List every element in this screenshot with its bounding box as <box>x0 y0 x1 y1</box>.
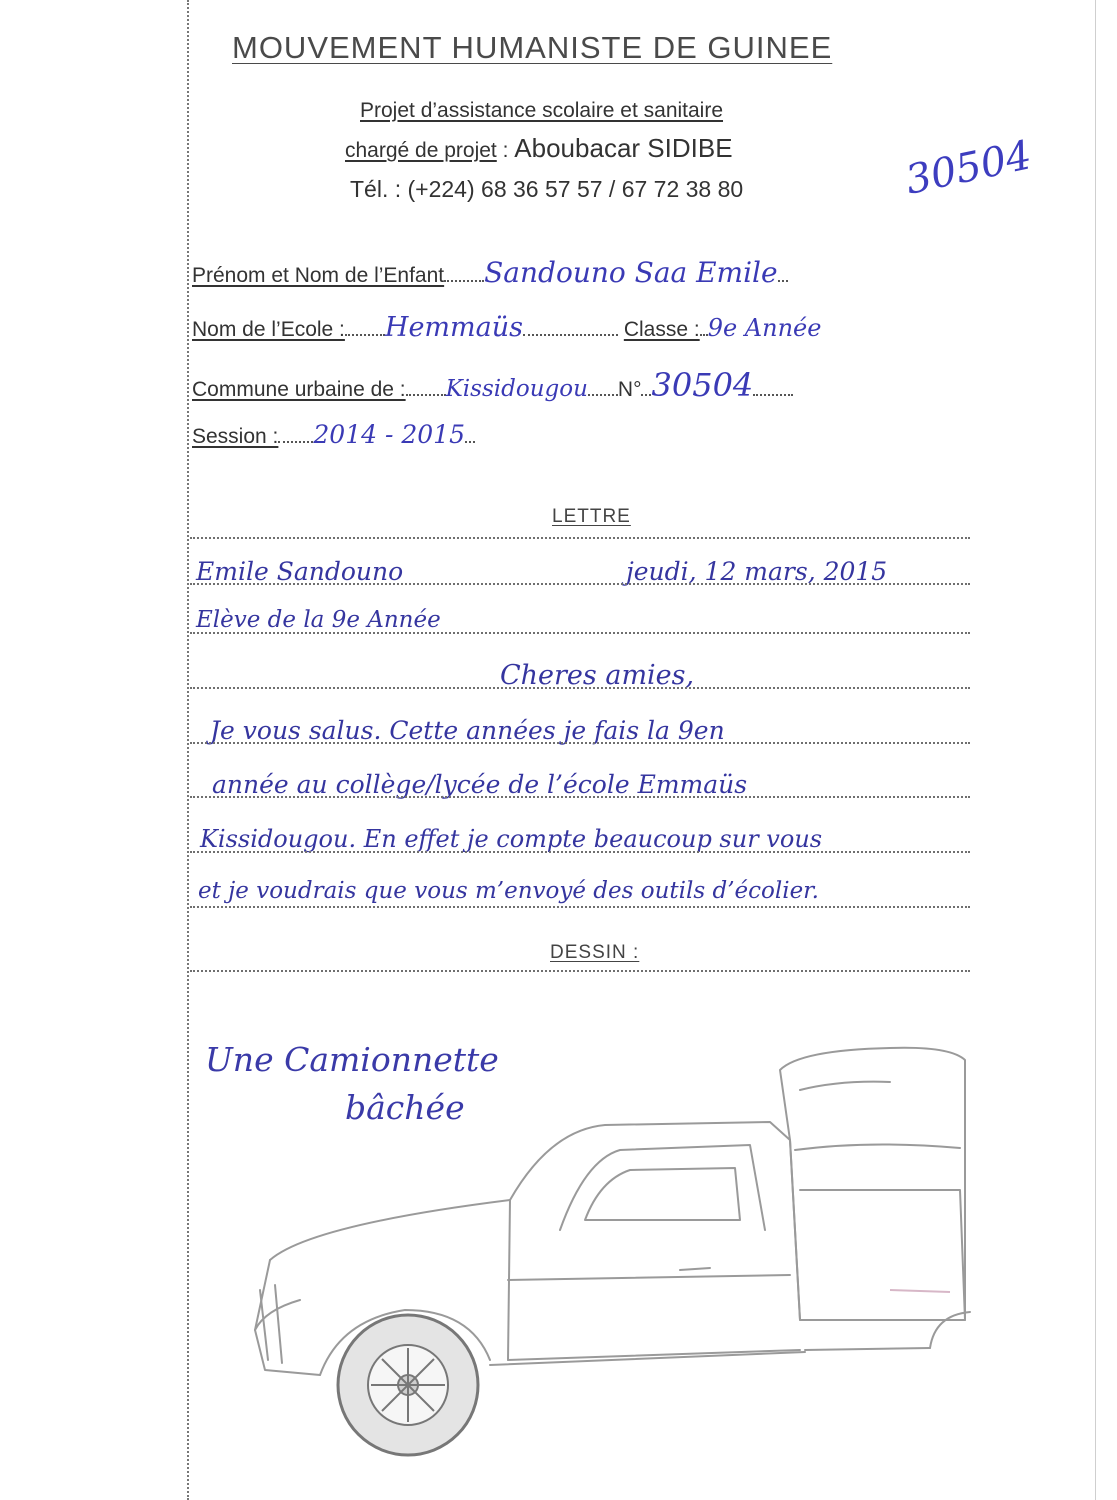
letter-date: jeudi, 12 mars, 2015 <box>626 557 888 586</box>
drawing-section-title: DESSIN : <box>550 942 640 963</box>
child-name-field: Prénom et Nom de l’Enfant Sandouno Saa Emile <box>192 256 788 289</box>
rule <box>190 742 970 744</box>
phone-line: Tél. : (+224) 68 36 57 57 / 67 72 38 80 <box>350 176 744 202</box>
project-line: Projet d’assistance scolaire et sanitaire <box>360 99 724 122</box>
session-value: 2014 - 2015 <box>313 420 465 449</box>
child-name-value: Sandouno Saa Emile <box>484 256 778 289</box>
org-title: MOUVEMENT HUMANISTE DE GUINEE <box>232 30 833 65</box>
rule <box>190 796 970 798</box>
pickup-truck-drawing <box>190 1030 980 1490</box>
letter-body-line: Je vous salus. Cette années je fais la 9en <box>210 716 725 745</box>
rule <box>190 537 970 539</box>
rule <box>190 632 970 634</box>
left-margin-line <box>187 0 189 1500</box>
rule <box>190 851 970 853</box>
rule <box>190 687 970 689</box>
drawing-caption-line1: Une Camionnette <box>205 1040 499 1079</box>
right-edge-line <box>1095 0 1096 1500</box>
school-field: Nom de l’Ecole : Hemmaüs Classe : 9e Année <box>192 312 822 343</box>
letter-body-line: Kissidougou. En effet je compte beaucoup sur vous <box>200 825 823 853</box>
letter-author: Emile Sandouno <box>196 557 404 586</box>
truck-wheel <box>338 1315 478 1455</box>
drawing-caption-line2: bâchée <box>345 1088 465 1127</box>
commune-value: Kissidougou <box>445 376 588 402</box>
school-value: Hemmaüs <box>384 312 523 343</box>
manager-line: chargé de projet : Aboubacar SIDIBE <box>345 133 733 163</box>
session-field: Session : 2014 - 2015 <box>192 420 475 449</box>
letter-body-line: année au collège/lycée de l’école Emmaüs <box>212 770 748 799</box>
rule <box>190 906 970 908</box>
rule <box>190 583 970 585</box>
letter-greeting: Cheres amies, <box>500 660 695 691</box>
number-value: 30504 <box>651 366 754 404</box>
class-value: 9e Année <box>707 314 822 342</box>
rule <box>190 970 970 972</box>
handwritten-file-number: 30504 <box>901 132 1036 204</box>
letter-body-line: et je voudrais que vous m’envoyé des outils d’écolier. <box>198 878 819 904</box>
commune-field: Commune urbaine de : Kissidougou N° 30504 <box>192 366 793 404</box>
letter-grade: Elève de la 9e Année <box>196 607 441 633</box>
letter-section-title: LETTRE <box>552 506 631 527</box>
manager-name: Aboubacar SIDIBE <box>514 133 733 163</box>
